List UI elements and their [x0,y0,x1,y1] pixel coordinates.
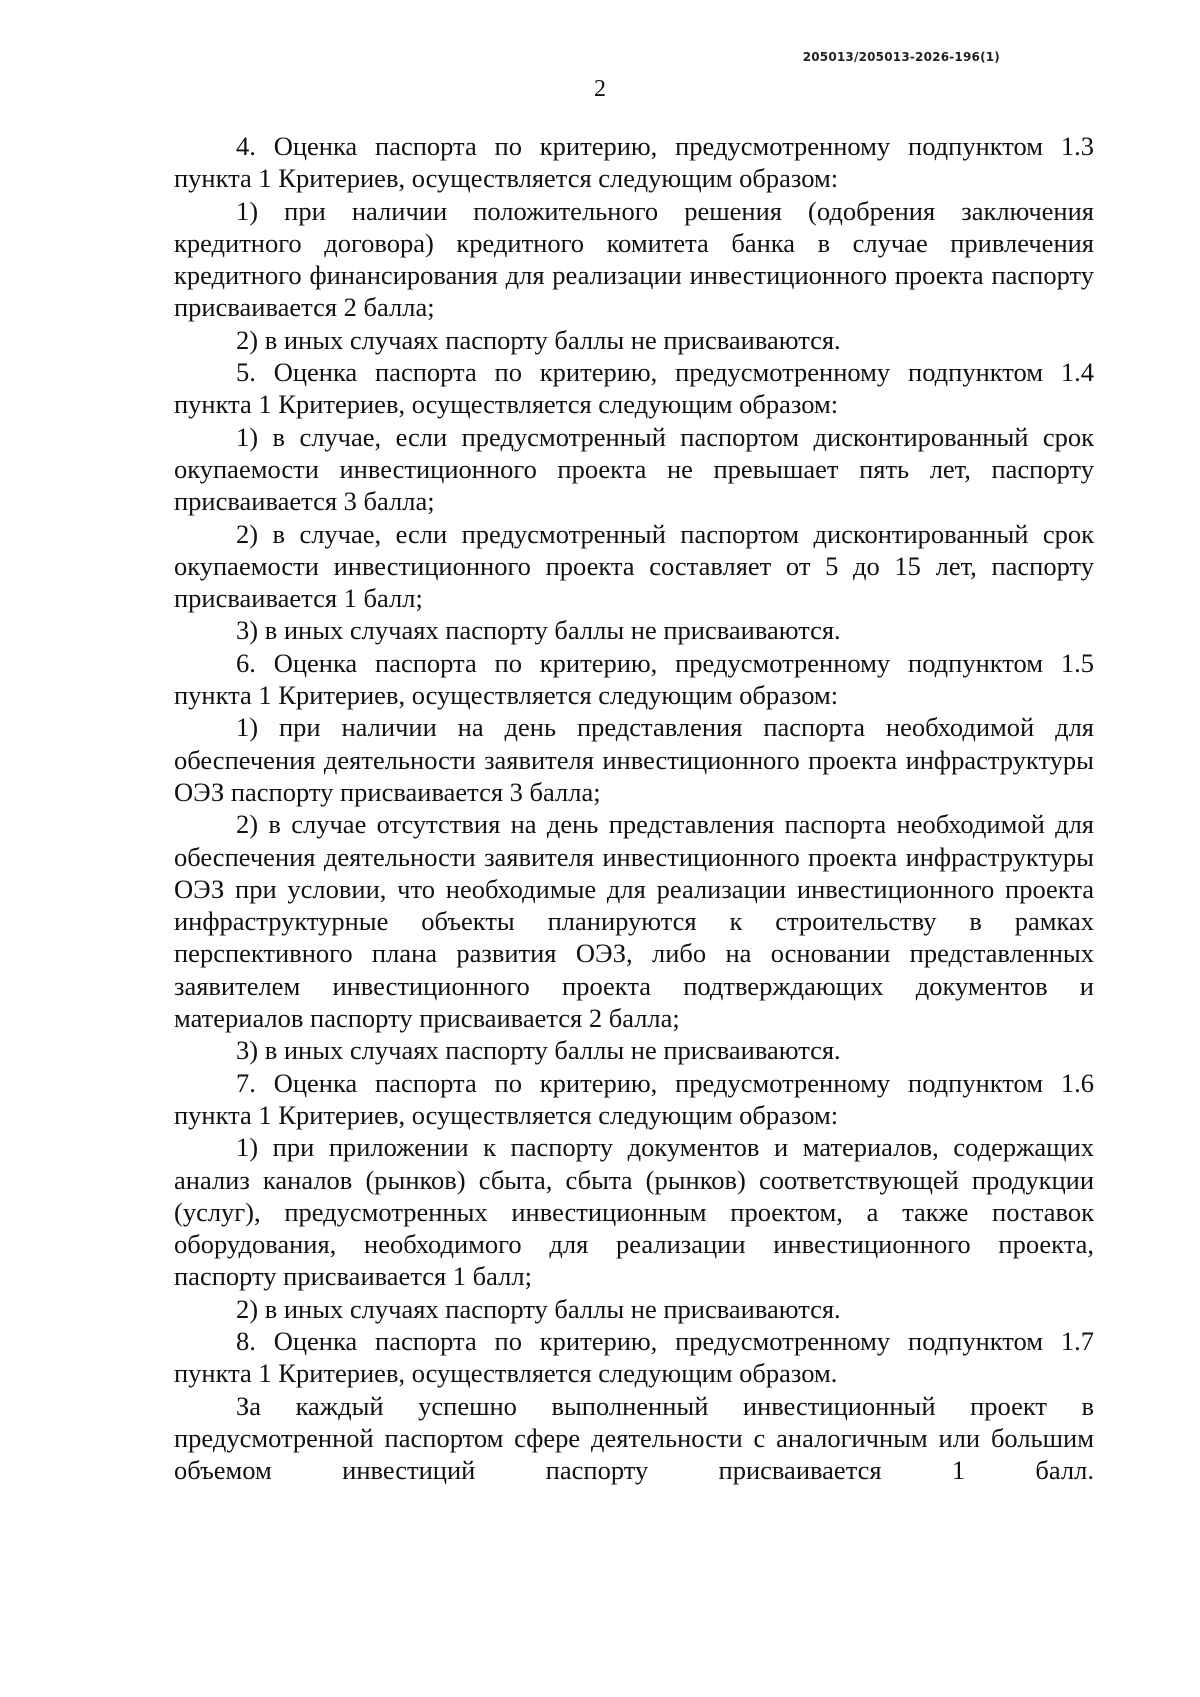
paragraph-4-intro: 4. Оценка паспорта по критерию, предусмотренному подпунктом 1.3 пункта 1 Критериев, осуществляется следующим образом: [174,131,1094,194]
paragraph-7-item-1: 1) при приложении к паспорту документов и материалов, содержащих анализ каналов (рынков) сбыта, сбыта (рынков) соответствующей продукции (услуг), предусмотренных инвестиционным проектом, а также поставок оборудования, необходимого для реализации инвестиционного проекта, паспорту присваивается 1 балл; [174,1132,1094,1292]
paragraph-5-item-3: 3) в иных случаях паспорту баллы не присваиваются. [236,615,841,646]
paragraph-5-item-2: 2) в случае, если предусмотренный паспортом дисконтированный срок окупаемости инвестиционного проекта составляет от 5 до 15 лет, паспорту присваивается 1 балл; [174,518,1094,614]
paragraph-8-text: За каждый успешно выполненный инвестиционный проект в предусмотренной паспортом сфере деятельности с аналогичным или большим объемом инвестиций паспорту присваивается 1 балл. [174,1390,1094,1486]
paragraph-5-intro: 5. Оценка паспорта по критерию, предусмотренному подпунктом 1.4 пункта 1 Критериев, осуществляется следующим образом: [174,357,1094,420]
document-body [174,130,1094,1486]
paragraph-4-item-2: 2) в иных случаях паспорту баллы не присваиваются. [236,324,841,355]
paragraph-6-item-1: 1) при наличии на день представления паспорта необходимой для обеспечения деятельности заявителя инвестиционного проекта инфраструктуры ОЭЗ паспорту присваивается 3 балла; [174,712,1094,807]
paragraph-6-intro: 6. Оценка паспорта по критерию, предусмотренному подпунктом 1.5 пункта 1 Критериев, осуществляется следующим образом: [174,647,1094,711]
page-number: 2 [594,76,606,102]
paragraph-7-intro: 7. Оценка паспорта по критерию, предусмотренному подпунктом 1.6 пункта 1 Критериев, осуществляется следующим образом: [174,1067,1094,1130]
paragraph-6-item-3: 3) в иных случаях паспорту баллы не присваиваются. [236,1035,841,1066]
paragraph-4-item-1: 1) при наличии положительного решения (одобрения заключения кредитного договора) кредитного комитета банка в случае привлечения кредитного финансирования для реализации инвестиционного проекта паспорту присваивается 2 балла; [174,195,1094,323]
paragraph-6-item-2: 2) в случае отсутствия на день представления паспорта необходимой для обеспечения деятельности заявителя инвестиционного проекта инфраструктуры ОЭЗ при условии, что необходимые для реализации инвестиционного проекта инфраструктурные объекты планируются к строительству в рамках перспективного плана развития ОЭЗ, либо на основании представленных заявителем инвестиционного проекта подтверждающих документов и материалов паспорту присваивается 2 балла; [174,809,1094,1034]
paragraph-7-item-2: 2) в иных случаях паспорту баллы не присваиваются. [236,1293,841,1324]
paragraph-8-intro: 8. Оценка паспорта по критерию, предусмотренному подпунктом 1.7 пункта 1 Критериев, осуществляется следующим образом. [174,1325,1094,1389]
paragraph-5-item-1: 1) в случае, если предусмотренный паспортом дисконтированный срок окупаемости инвестиционного проекта не превышает пять лет, паспорту присваивается 3 балла; [174,421,1094,517]
document-id: 205013/205013-2026-196(1) [802,50,1000,64]
